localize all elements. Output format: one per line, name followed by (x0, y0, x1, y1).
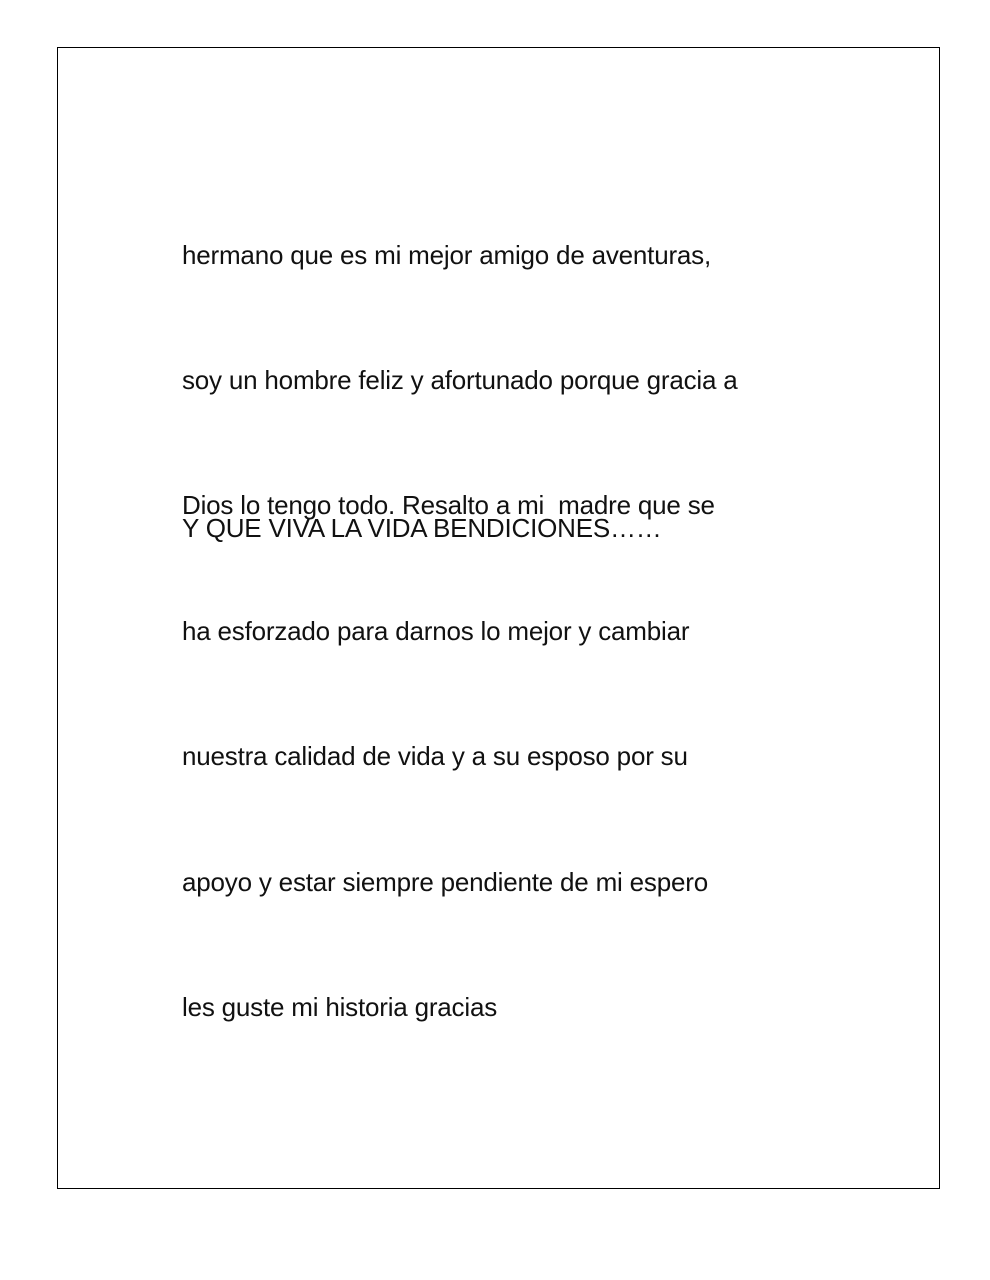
paragraph-line: Dios lo tengo todo. Resalto a mi madre que se (182, 490, 715, 521)
paragraph-line: hermano que es mi mejor amigo de aventuras, (182, 239, 712, 270)
paragraph-line: soy un hombre feliz y afortunado porque gracia a (182, 364, 738, 395)
closing-line: Y QUE VIVA LA VIDA BENDICIONES…… (182, 513, 662, 543)
paragraph-line: apoyo y estar siempre pendiente de mi espero (182, 866, 708, 897)
paragraph-line: les guste mi historia gracias (182, 991, 497, 1022)
paragraph-line: nuestra calidad de vida y a su esposo por su (182, 741, 688, 772)
body-paragraph (182, 151, 862, 1071)
paragraph-line: ha esforzado para darnos lo mejor y cambiar (182, 615, 690, 646)
